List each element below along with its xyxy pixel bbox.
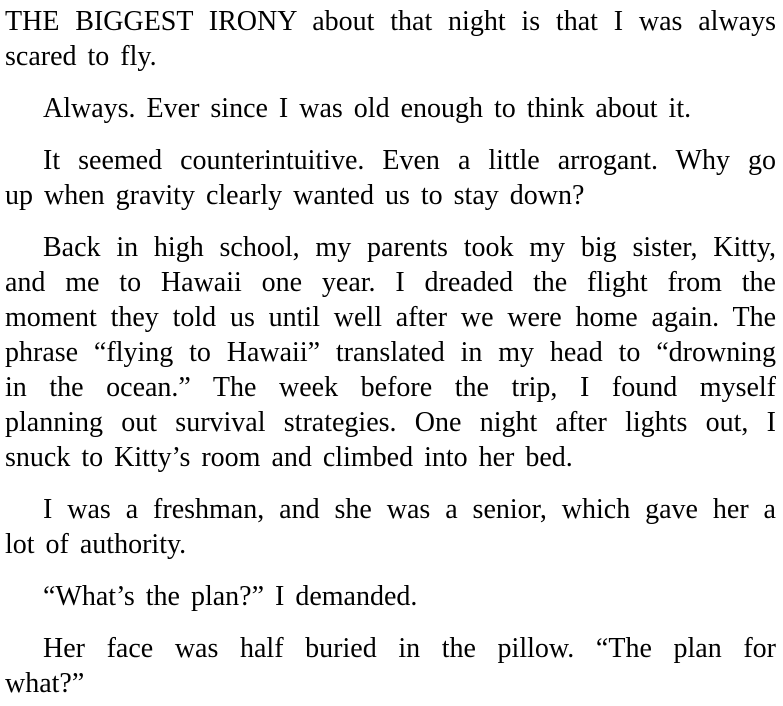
text-line: lot of authority. [5,529,187,560]
text-line: planning out survival strategies. One night after lights out, I [5,407,776,438]
text-line: Her face was half buried in the pillow. “The plan for [43,633,776,664]
text-line: Back in high school, my parents took my big sister, Kitty, [43,232,776,263]
text-line: moment they told us until well after we were home again. The [5,302,776,333]
text-line: Always. Ever since I was old enough to think about it. [43,93,692,124]
paragraph [5,631,776,701]
paragraph [5,143,776,213]
text-line: up when gravity clearly wanted us to stay down? [5,180,585,211]
paragraph [5,492,776,562]
paragraph [5,579,776,614]
text-line: in the ocean.” The week before the trip, I found myself [5,372,776,403]
paragraph [5,4,776,74]
text-line: and me to Hawaii one year. I dreaded the flight from the [5,267,776,298]
text-line: scared to fly. [5,41,157,72]
text-line: what?” [5,668,85,699]
text-line: snuck to Kitty’s room and climbed into her bed. [5,442,573,473]
paragraph [5,91,776,126]
text-line: phrase “flying to Hawaii” translated in my head to “drowning [5,337,776,368]
text-line: “What’s the plan?” I demanded. [43,581,418,612]
page-text [5,4,776,701]
text-line: It seemed counterintuitive. Even a little arrogant. Why go [43,145,776,176]
text-line: I was a freshman, and she was a senior, which gave her a [43,494,776,525]
text-line: THE BIGGEST IRONY about that night is that I was always [5,6,776,37]
paragraph [5,230,776,475]
